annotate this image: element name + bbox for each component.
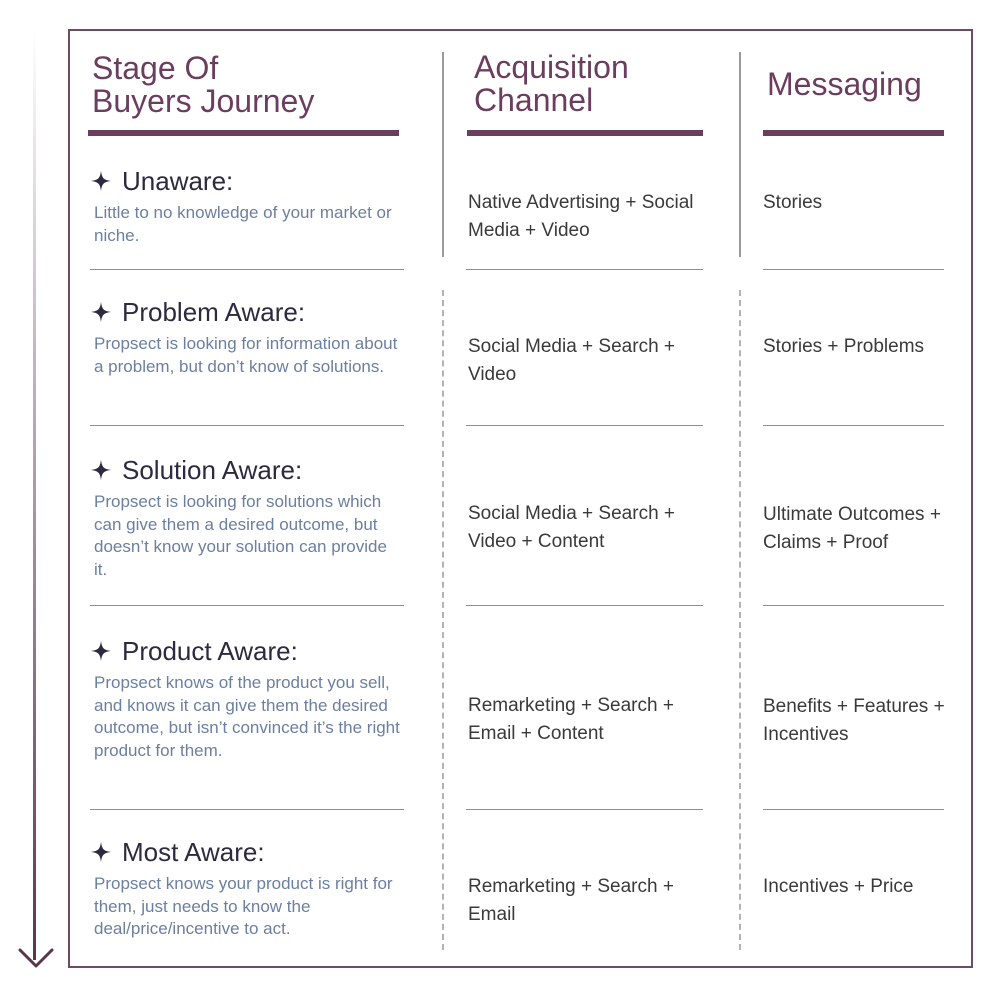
channel-cell-unaware: Native Advertising + Social Media + Video <box>468 192 694 241</box>
channel-cell-solution-aware: Social Media + Search + Video + Content <box>468 503 676 552</box>
row-separator <box>763 605 944 606</box>
messaging-cell-unaware: Stories <box>763 192 823 213</box>
row-separator <box>466 809 703 810</box>
column-divider-2 <box>739 290 741 950</box>
column-divider-1 <box>442 290 444 950</box>
four-point-star-icon <box>90 640 112 662</box>
column-divider-1-top <box>442 52 444 257</box>
stage-description-most-aware: Propsect knows your product is right for them, just needs to know the deal/price/incentive to act. <box>94 874 393 938</box>
journey-arrow-line <box>33 30 36 960</box>
stage-description-unaware: Little to no knowledge of your market or niche. <box>94 203 392 245</box>
row-separator <box>763 269 944 270</box>
stage-title-most-aware: Most Aware: <box>90 837 265 867</box>
four-point-star-icon <box>90 301 112 323</box>
header-underline-stage <box>88 130 399 136</box>
header-messaging: Messaging <box>767 66 922 102</box>
messaging-cell-solution-aware: Ultimate Outcomes + Claims + Proof <box>763 504 941 553</box>
down-arrow-icon <box>16 930 56 970</box>
stage-title-unaware: Unaware: <box>90 166 233 196</box>
row-separator <box>763 425 944 426</box>
column-divider-2-top <box>739 52 741 257</box>
row-separator <box>466 425 703 426</box>
header-stage-line2: Buyers Journey <box>92 83 315 119</box>
messaging-cell-most-aware: Incentives + Price <box>763 876 914 897</box>
stage-title-product-aware: Product Aware: <box>90 636 298 666</box>
row-separator <box>90 269 404 270</box>
header-channel-line2: Channel <box>474 82 594 118</box>
stage-description-product-aware: Propsect knows of the product you sell, and knows it can give them the desired outcome, but isn’t convinced it’s the right product for them. <box>94 673 400 760</box>
four-point-star-icon <box>90 459 112 481</box>
channel-cell-problem-aware: Social Media + Search + Video <box>468 336 676 385</box>
messaging-cell-problem-aware: Stories + Problems <box>763 336 925 357</box>
header-channel <box>474 51 629 117</box>
four-point-star-icon <box>90 170 112 192</box>
row-separator <box>90 425 404 426</box>
row-separator <box>466 605 703 606</box>
row-separator <box>90 809 404 810</box>
messaging-cell-product-aware: Benefits + Features + Incentives <box>763 696 945 745</box>
channel-cell-product-aware: Remarketing + Search + Email + Content <box>468 695 674 744</box>
header-underline-messaging <box>763 130 944 136</box>
row-separator <box>763 809 944 810</box>
header-stage-line1: Stage Of <box>92 50 219 86</box>
header-channel-line1: Acquisition <box>474 49 629 85</box>
stage-description-problem-aware: Propsect is looking for information about a problem, but don’t know of solutions. <box>94 334 398 376</box>
header-stage <box>92 52 314 118</box>
stage-title-problem-aware: Problem Aware: <box>90 297 305 327</box>
row-separator <box>90 605 404 606</box>
stage-description-solution-aware: Propsect is looking for solutions which can give them a desired outcome, but doesn’t know your solution can provide it. <box>94 492 387 579</box>
stage-title-solution-aware: Solution Aware: <box>90 455 302 485</box>
four-point-star-icon <box>90 841 112 863</box>
channel-cell-most-aware: Remarketing + Search + Email <box>468 876 674 925</box>
row-separator <box>466 269 703 270</box>
header-underline-channel <box>467 130 703 136</box>
